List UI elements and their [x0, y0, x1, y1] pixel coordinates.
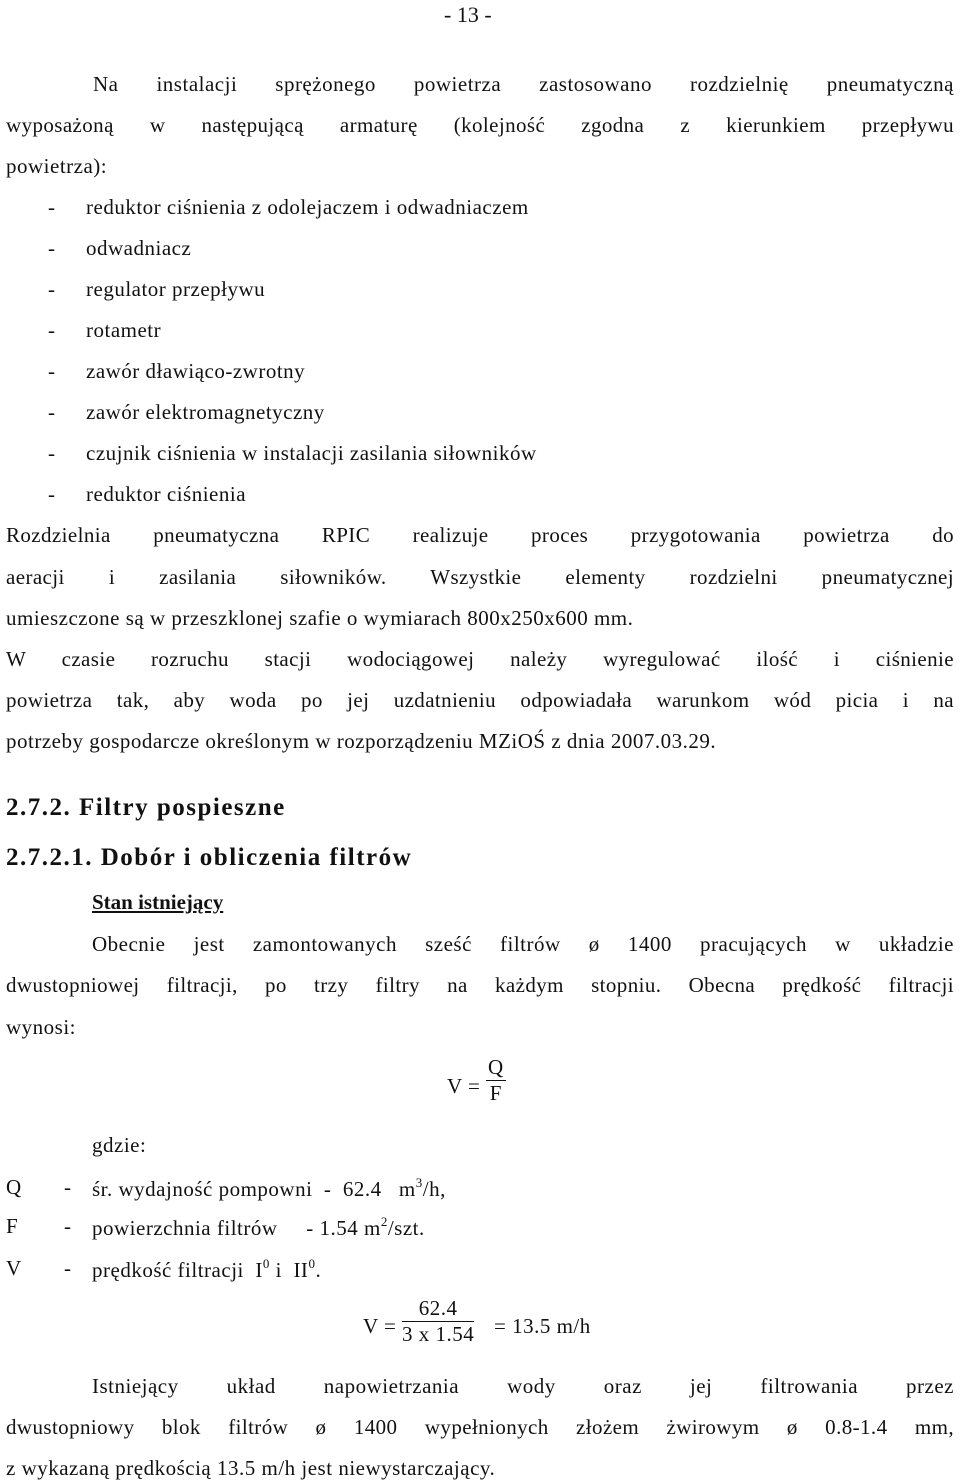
def-f-text: powierzchnia filtrów - 1.54 m — [92, 1216, 381, 1240]
formula2-denominator: 3 x 1.54 — [402, 1322, 475, 1346]
formula-fraction — [486, 1055, 506, 1106]
para2-line-2: aeracji i zasilania siłowników. Wszystkie elementy rozdzielni pneumatycznej — [6, 565, 954, 589]
para4-line-1: Obecnie jest zamontowanych sześć filtrów ø 1400 pracujących w układzie — [92, 932, 954, 956]
formula-numerator: Q — [488, 1055, 504, 1079]
section-heading: 2.7.2. Filtry pospieszne — [6, 794, 286, 821]
list-item: reduktor ciśnienia — [86, 482, 247, 506]
para2-line-3: umieszczone są w przeszklonej szafie o wymiarach 800x250x600 mm. — [6, 606, 634, 630]
def-f-sup: 2 — [380, 1214, 388, 1229]
formula-denominator: F — [489, 1081, 502, 1105]
def-v-sup2: 0 — [308, 1256, 316, 1271]
intro-line-1: Na instalacji sprężonego powietrza zastosowano rozdzielnię pneumatyczną — [93, 72, 954, 96]
list-bullet: - — [48, 441, 56, 465]
formula2-rhs: = 13.5 m/h — [494, 1314, 591, 1338]
list-item: zawór dławiąco-zwrotny — [86, 359, 306, 383]
intro-line-3: powietrza): — [6, 154, 108, 178]
para3-line-2: powietrza tak, aby woda po jej uzdatnieniu odpowiadała warunkom wód picia i na — [6, 688, 954, 712]
def-symbol: V — [6, 1256, 22, 1280]
list-item: czujnik ciśnienia w instalacji zasilania siłowników — [86, 441, 537, 465]
def-v-sup1: 0 — [262, 1256, 270, 1271]
def-symbol: F — [6, 1214, 19, 1238]
list-bullet: - — [48, 277, 56, 301]
formula2-numerator: 62.4 — [402, 1296, 474, 1322]
def-q-after: /h, — [422, 1177, 446, 1201]
def-text-q — [92, 1175, 446, 1202]
gdzie-label: gdzie: — [92, 1133, 147, 1157]
list-bullet: - — [48, 482, 56, 506]
def-v-after: . — [315, 1258, 322, 1282]
list-bullet: - — [48, 318, 56, 342]
def-q-sup: 3 — [415, 1175, 423, 1190]
def-f-after: /szt. — [387, 1216, 425, 1240]
list-bullet: - — [48, 400, 56, 424]
list-item: reduktor ciśnienia z odolejaczem i odwadniaczem — [86, 195, 529, 219]
para4-line-3: wynosi: — [6, 1015, 77, 1039]
para5-line-1: Istniejący układ napowietrzania wody oraz jej filtrowania przez — [92, 1374, 954, 1398]
para3-line-3: potrzeby gospodarcze określonym w rozporządzeniu MZiOŚ z dnia 2007.03.29. — [6, 729, 717, 753]
list-bullet: - — [48, 236, 56, 260]
intro-line-2: wyposażoną w następującą armaturę (kolejność zgodna z kierunkiem przepływu — [6, 113, 954, 137]
para2-line-1: Rozdzielnia pneumatyczna RPIC realizuje proces przygotowania powietrza do — [6, 523, 954, 547]
page-number: - 13 - — [444, 2, 492, 27]
para3-line-1: W czasie rozruchu stacji wodociągowej należy wyregulować ilość i ciśnienie — [6, 647, 954, 671]
formula-lhs: V = — [447, 1074, 481, 1098]
stan-heading: Stan istniejący — [92, 890, 224, 914]
formula2-fraction — [402, 1296, 474, 1347]
para5-line-3: z wykazaną prędkością 13.5 m/h jest niewystarczający. — [6, 1456, 496, 1480]
def-v-mid: i II — [269, 1258, 309, 1282]
para5-line-2: dwustopniowy blok filtrów ø 1400 wypełnionych złożem żwirowym ø 0.8-1.4 mm, — [6, 1415, 954, 1439]
list-bullet: - — [48, 195, 56, 219]
def-dash: - — [64, 1175, 72, 1199]
list-bullet: - — [48, 359, 56, 383]
list-item: odwadniacz — [86, 236, 192, 260]
formula2-lhs: V = — [363, 1314, 397, 1338]
list-item: zawór elektromagnetyczny — [86, 400, 325, 424]
def-dash: - — [64, 1214, 72, 1238]
para4-line-2: dwustopniowej filtracji, po trzy filtry na każdym stopniu. Obecna prędkość filtracji — [6, 973, 954, 997]
list-item: regulator przepływu — [86, 277, 266, 301]
def-v-text: prędkość filtracji I — [92, 1258, 263, 1282]
def-text-f — [92, 1214, 425, 1241]
subsection-heading: 2.7.2.1. Dobór i obliczenia filtrów — [6, 844, 413, 871]
def-symbol: Q — [6, 1175, 22, 1199]
list-item: rotametr — [86, 318, 162, 342]
def-text-v — [92, 1256, 321, 1283]
def-q-text: śr. wydajność pompowni - 62.4 m — [92, 1177, 416, 1201]
def-dash: - — [64, 1256, 72, 1280]
